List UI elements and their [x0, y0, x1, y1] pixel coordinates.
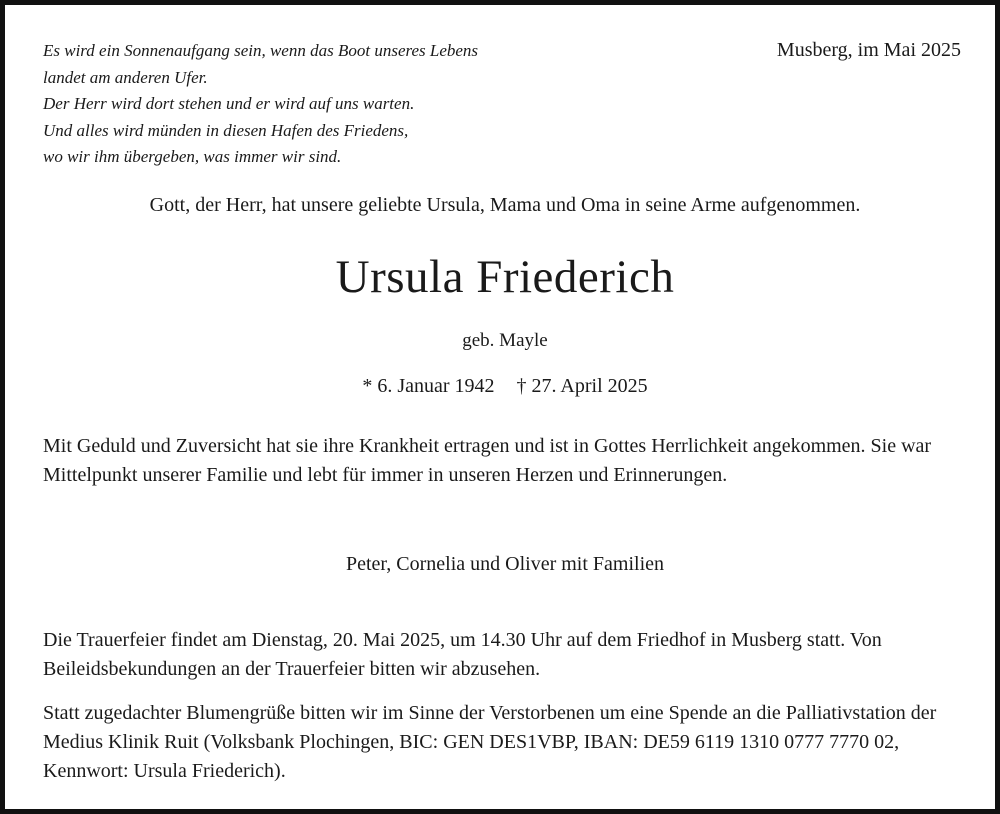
birth-date: * 6. Januar 1942 [362, 375, 495, 397]
funeral-info-paragraph: Die Trauerfeier findet am Dienstag, 20. Mai 2025, um 14.30 Uhr auf dem Friedhof in Musberg statt. Von Beileidsbekundungen an der Trauerfeier bitten wir abzusehen. [43, 629, 882, 680]
memorial-paragraph: Mit Geduld und Zuversicht hat sie ihre Krankheit ertragen und ist in Gottes Herrlichkeit angekommen. Sie war Mittelpunkt unserer Familie und lebt für immer in unseren Herzen und Erinnerungen. [43, 435, 932, 486]
place-date: Musberg, im Mai 2025 [776, 39, 961, 61]
mourners-signature: Peter, Cornelia und Oliver mit Familien [345, 553, 665, 575]
intro-sentence: Gott, der Herr, hat unsere geliebte Ursula, Mama und Oma in seine Arme aufgenommen. [149, 194, 861, 216]
birth-name: geb. Mayle [462, 330, 548, 351]
deceased-name: Ursula Friederich [335, 251, 675, 303]
life-dates [5, 375, 1000, 398]
donation-info-paragraph: Statt zugedachter Blumengrüße bitten wir im Sinne der Verstorbenen um eine Spende an die Palliativstation der Medius Klinik Ruit (Volksbank Plochingen, BIC: GEN DES1VBP, IBAN: DE59 6119 1310 0777 7770 02, Kennwort: Ursula Friederich). [43, 702, 937, 782]
death-date: † 27. April 2025 [516, 375, 648, 397]
poem-verse: Es wird ein Sonnenaufgang sein, wenn das Boot unseres Lebens landet am anderen Ufer. Der Herr wird dort stehen und er wird auf uns warten. Und alles wird münden in diesen Hafen des Friedens, wo wir ihm übergeben, was immer wir sind. [43, 41, 479, 166]
